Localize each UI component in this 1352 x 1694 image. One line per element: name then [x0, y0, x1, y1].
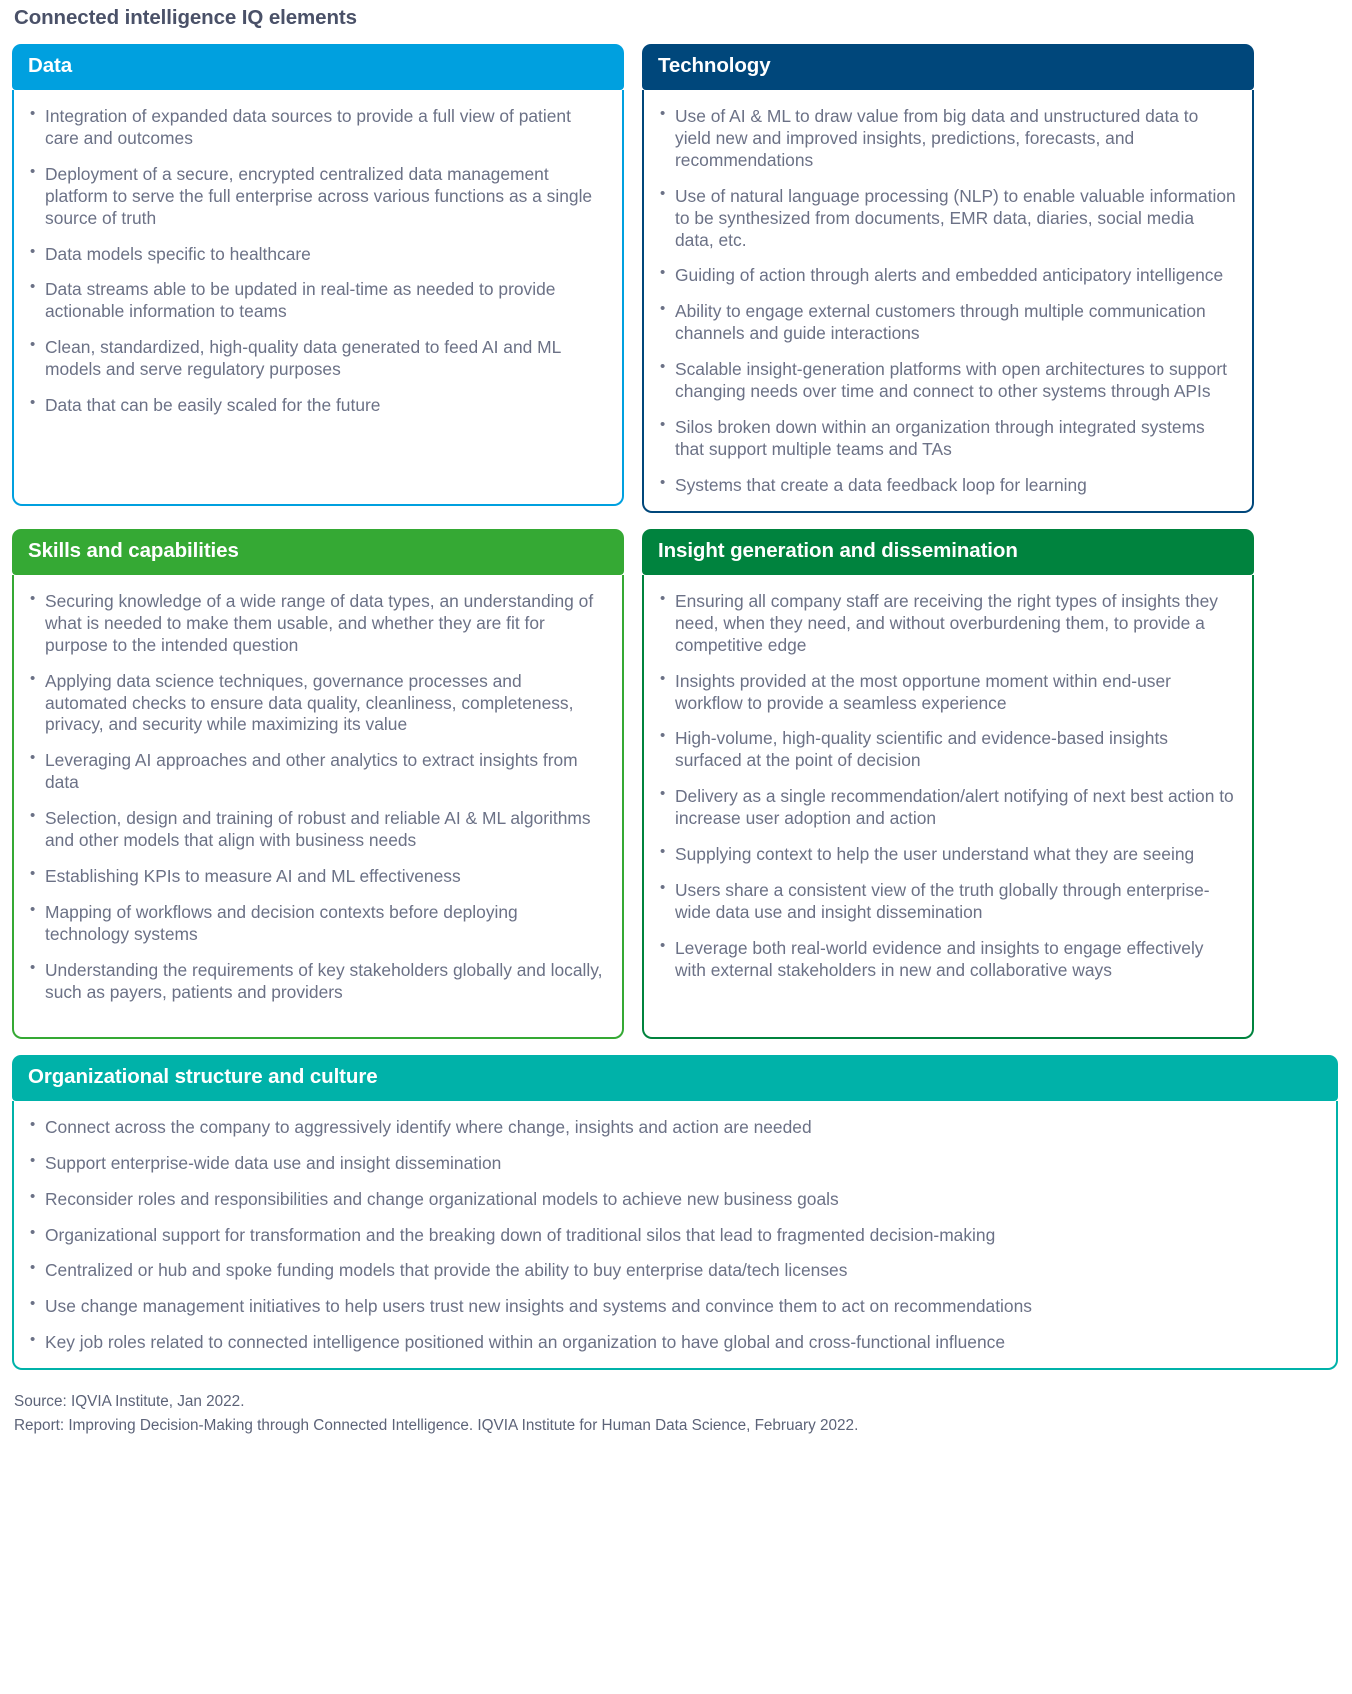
cards-grid [12, 44, 1340, 1370]
card-heading-skills: Skills and capabilities [12, 529, 624, 575]
list-item: • Supplying context to help the user understand what they are seeing [658, 844, 1236, 866]
list-item: • Understanding the requirements of key stakeholders globally and locally, such as payers, patients and providers [28, 960, 606, 1004]
footer [12, 1390, 1340, 1437]
list-item: • Establishing KPIs to measure AI and ML effectiveness [28, 866, 606, 888]
list-item: • Leveraging AI approaches and other analytics to extract insights from data [28, 750, 606, 794]
list-item: • Data models specific to healthcare [28, 244, 606, 266]
card-heading-data: Data [12, 44, 624, 90]
list-item: • Scalable insight-generation platforms with open architectures to support changing needs over time and connect to other systems through APIs [658, 359, 1236, 403]
list-item: • Ability to engage external customers through multiple communication channels and guide interactions [658, 301, 1236, 345]
list-item: • Connect across the company to aggressively identify where change, insights and action are needed [28, 1117, 1320, 1139]
list-item: • Selection, design and training of robust and reliable AI & ML algorithms and other models that align with business needs [28, 808, 606, 852]
list-item: • Systems that create a data feedback loop for learning [658, 475, 1236, 497]
card-insight [642, 529, 1254, 1039]
card-heading-insight: Insight generation and dissemination [642, 529, 1254, 575]
footer-source: Source: IQVIA Institute, Jan 2022. [14, 1393, 245, 1411]
card-column-organizational [12, 1055, 1338, 1370]
bullet-list-skills [28, 591, 606, 1004]
list-item: • Delivery as a single recommendation/alert notifying of next best action to increase user adoption and action [658, 786, 1236, 830]
card-column-data [12, 44, 624, 513]
list-item: • High-volume, high-quality scientific and evidence-based insights surfaced at the point of decision [658, 728, 1236, 772]
card-body-insight [642, 575, 1254, 1039]
list-item: • Integration of expanded data sources to provide a full view of patient care and outcomes [28, 106, 606, 150]
list-item: • Mapping of workflows and decision contexts before deploying technology systems [28, 902, 606, 946]
list-item: • Guiding of action through alerts and embedded anticipatory intelligence [658, 265, 1236, 287]
bullet-list-data [28, 106, 606, 417]
bullet-list-organizational [28, 1117, 1320, 1354]
list-item: • Ensuring all company staff are receiving the right types of insights they need, when they need, and without overburdening them, to provide a competitive edge [658, 591, 1236, 657]
list-item: • Insights provided at the most opportune moment within end-user workflow to provide a seamless experience [658, 671, 1236, 715]
card-organizational [12, 1055, 1338, 1370]
list-item: • Data streams able to be updated in real-time as needed to provide actionable information to teams [28, 279, 606, 323]
card-heading-technology: Technology [642, 44, 1254, 90]
card-skills [12, 529, 624, 1039]
list-item: • Leverage both real-world evidence and insights to engage effectively with external stakeholders in new and collaborative ways [658, 938, 1236, 982]
list-item: • Support enterprise-wide data use and insight dissemination [28, 1153, 1320, 1175]
list-item: • Key job roles related to connected intelligence positioned within an organization to have global and cross-functional influence [28, 1332, 1320, 1354]
list-item: • Use of natural language processing (NLP) to enable valuable information to be synthesized from documents, EMR data, diaries, social media data, etc. [658, 186, 1236, 252]
list-item: • Use of AI & ML to draw value from big data and unstructured data to yield new and improved insights, predictions, forecasts, and recommendations [658, 106, 1236, 172]
list-item: • Applying data science techniques, governance processes and automated checks to ensure data quality, cleanliness, completeness, privacy, and security while maximizing its value [28, 671, 606, 737]
bullet-list-technology [658, 106, 1236, 497]
card-column-technology [642, 44, 1254, 513]
bullet-list-insight [658, 591, 1236, 982]
card-body-organizational [12, 1101, 1338, 1370]
card-data [12, 44, 624, 506]
card-body-skills [12, 575, 624, 1039]
list-item: • Silos broken down within an organization through integrated systems that support multiple teams and TAs [658, 417, 1236, 461]
list-item: • Users share a consistent view of the truth globally through enterprise-wide data use and insight dissemination [658, 880, 1236, 924]
card-body-technology [642, 90, 1254, 513]
card-heading-organizational: Organizational structure and culture [12, 1055, 1338, 1101]
card-column-insight [642, 529, 1254, 1039]
list-item: • Centralized or hub and spoke funding models that provide the ability to buy enterprise data/tech licenses [28, 1260, 1320, 1282]
card-column-skills [12, 529, 624, 1039]
footer-report: Report: Improving Decision-Making through Connected Intelligence. IQVIA Institute for Human Data Science, February 2022. [14, 1416, 859, 1434]
list-item: • Securing knowledge of a wide range of data types, an understanding of what is needed to make them usable, and whether they are fit for purpose to the intended question [28, 591, 606, 657]
list-item: • Deployment of a secure, encrypted centralized data management platform to serve the full enterprise across various functions as a single source of truth [28, 164, 606, 230]
list-item: • Organizational support for transformation and the breaking down of traditional silos that lead to fragmented decision-making [28, 1225, 1320, 1247]
page-title: Connected intelligence IQ elements [14, 6, 357, 29]
list-item: • Data that can be easily scaled for the future [28, 395, 606, 417]
card-body-data [12, 90, 624, 506]
list-item: • Use change management initiatives to help users trust new insights and systems and convince them to act on recommendations [28, 1296, 1320, 1318]
list-item: • Clean, standardized, high-quality data generated to feed AI and ML models and serve regulatory purposes [28, 337, 606, 381]
list-item: • Reconsider roles and responsibilities and change organizational models to achieve new business goals [28, 1189, 1320, 1211]
card-technology [642, 44, 1254, 513]
